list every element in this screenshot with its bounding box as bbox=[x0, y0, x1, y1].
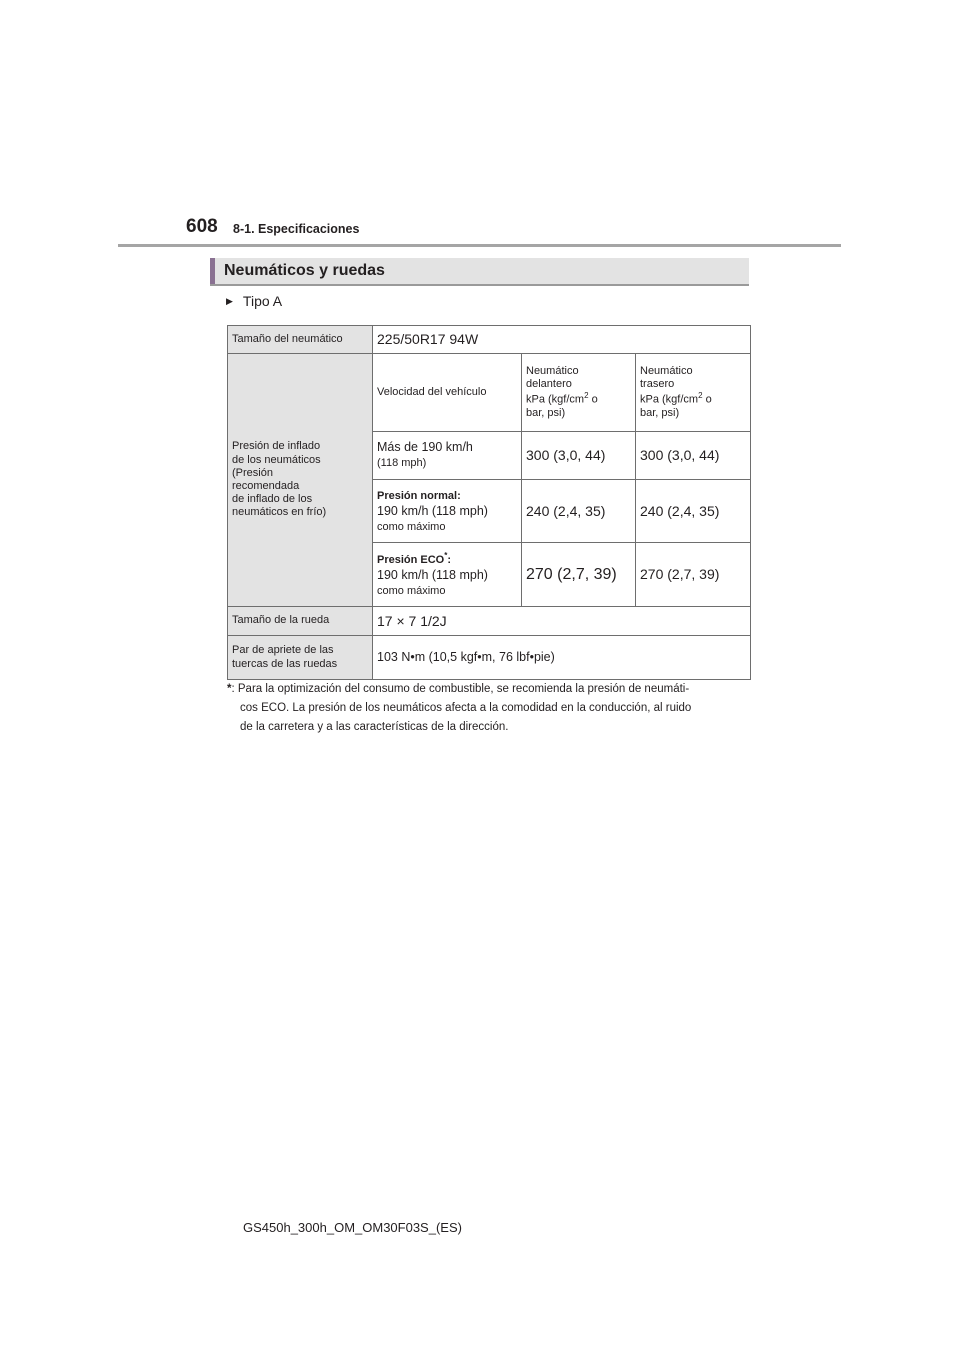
section-accent-bar bbox=[210, 258, 215, 284]
footnote bbox=[227, 680, 752, 737]
bullet-row bbox=[226, 293, 282, 309]
tire-size-value: 225/50R17 94W bbox=[373, 326, 751, 354]
section-header bbox=[210, 258, 749, 286]
triangle-right-icon: ▶ bbox=[226, 296, 233, 306]
torque-value: 103 N•m (10,5 kgf•m, 76 lbf•pie) bbox=[373, 636, 751, 680]
rear-pressure-cell: 300 (3,0, 44) bbox=[636, 432, 751, 480]
speed-cell: Presión ECO*: 190 km/h (118 mph) como máximo bbox=[373, 543, 522, 607]
table-row bbox=[228, 636, 751, 680]
rear-pressure-cell: 240 (2,4, 35) bbox=[636, 480, 751, 543]
footnote-line: : Para la optimización del consumo de combustible, se recomienda la presión de neumáti- bbox=[231, 683, 690, 695]
page-number: 608 bbox=[186, 216, 218, 237]
speed-cell: Más de 190 km/h (118 mph) bbox=[373, 432, 522, 480]
pressure-label: Presión de inflado de los neumáticos (Presión recomendada de inflado de los neumáticos en frío) bbox=[228, 354, 373, 607]
table-row bbox=[228, 607, 751, 636]
speed-header: Velocidad del vehículo bbox=[373, 354, 522, 432]
footnote-mark: * bbox=[227, 683, 232, 695]
torque-label: Par de apriete de las tuercas de las ruedas bbox=[228, 636, 373, 680]
rear-pressure-cell: 270 (2,7, 39) bbox=[636, 543, 751, 607]
table-row bbox=[228, 354, 751, 432]
bullet-text: Tipo A bbox=[242, 293, 283, 309]
tire-spec-table bbox=[227, 325, 751, 680]
chapter-title: 8-1. Especificaciones bbox=[233, 222, 360, 236]
tire-size-label: Tamaño del neumático bbox=[228, 326, 373, 354]
front-pressure-cell: 300 (3,0, 44) bbox=[522, 432, 636, 480]
speed-cell: Presión normal: 190 km/h (118 mph) como máximo bbox=[373, 480, 522, 543]
wheel-size-label: Tamaño de la rueda bbox=[228, 607, 373, 636]
table-row bbox=[228, 326, 751, 354]
front-pressure-cell: 270 (2,7, 39) bbox=[522, 543, 636, 607]
section-title: Neumáticos y ruedas bbox=[224, 262, 385, 279]
header-divider bbox=[118, 244, 841, 247]
front-pressure-cell: 240 (2,4, 35) bbox=[522, 480, 636, 543]
front-tire-header: Neumático delantero kPa ($kgf/cm^2$ o bar, psi) bbox=[522, 354, 636, 432]
footnote-line: cos ECO. La presión de los neumáticos afecta a la comodidad en la conducción, al ruido bbox=[240, 702, 692, 714]
wheel-size-value: 17 × 7 1/2J bbox=[373, 607, 751, 636]
rear-tire-header: Neumático trasero kPa ($kgf/cm^2$ o bar, psi) bbox=[636, 354, 751, 432]
footnote-line: de la carretera y a las características de la dirección. bbox=[240, 721, 509, 733]
document-code: GS450h_300h_OM_OM30F03S_(ES) bbox=[243, 1220, 462, 1235]
